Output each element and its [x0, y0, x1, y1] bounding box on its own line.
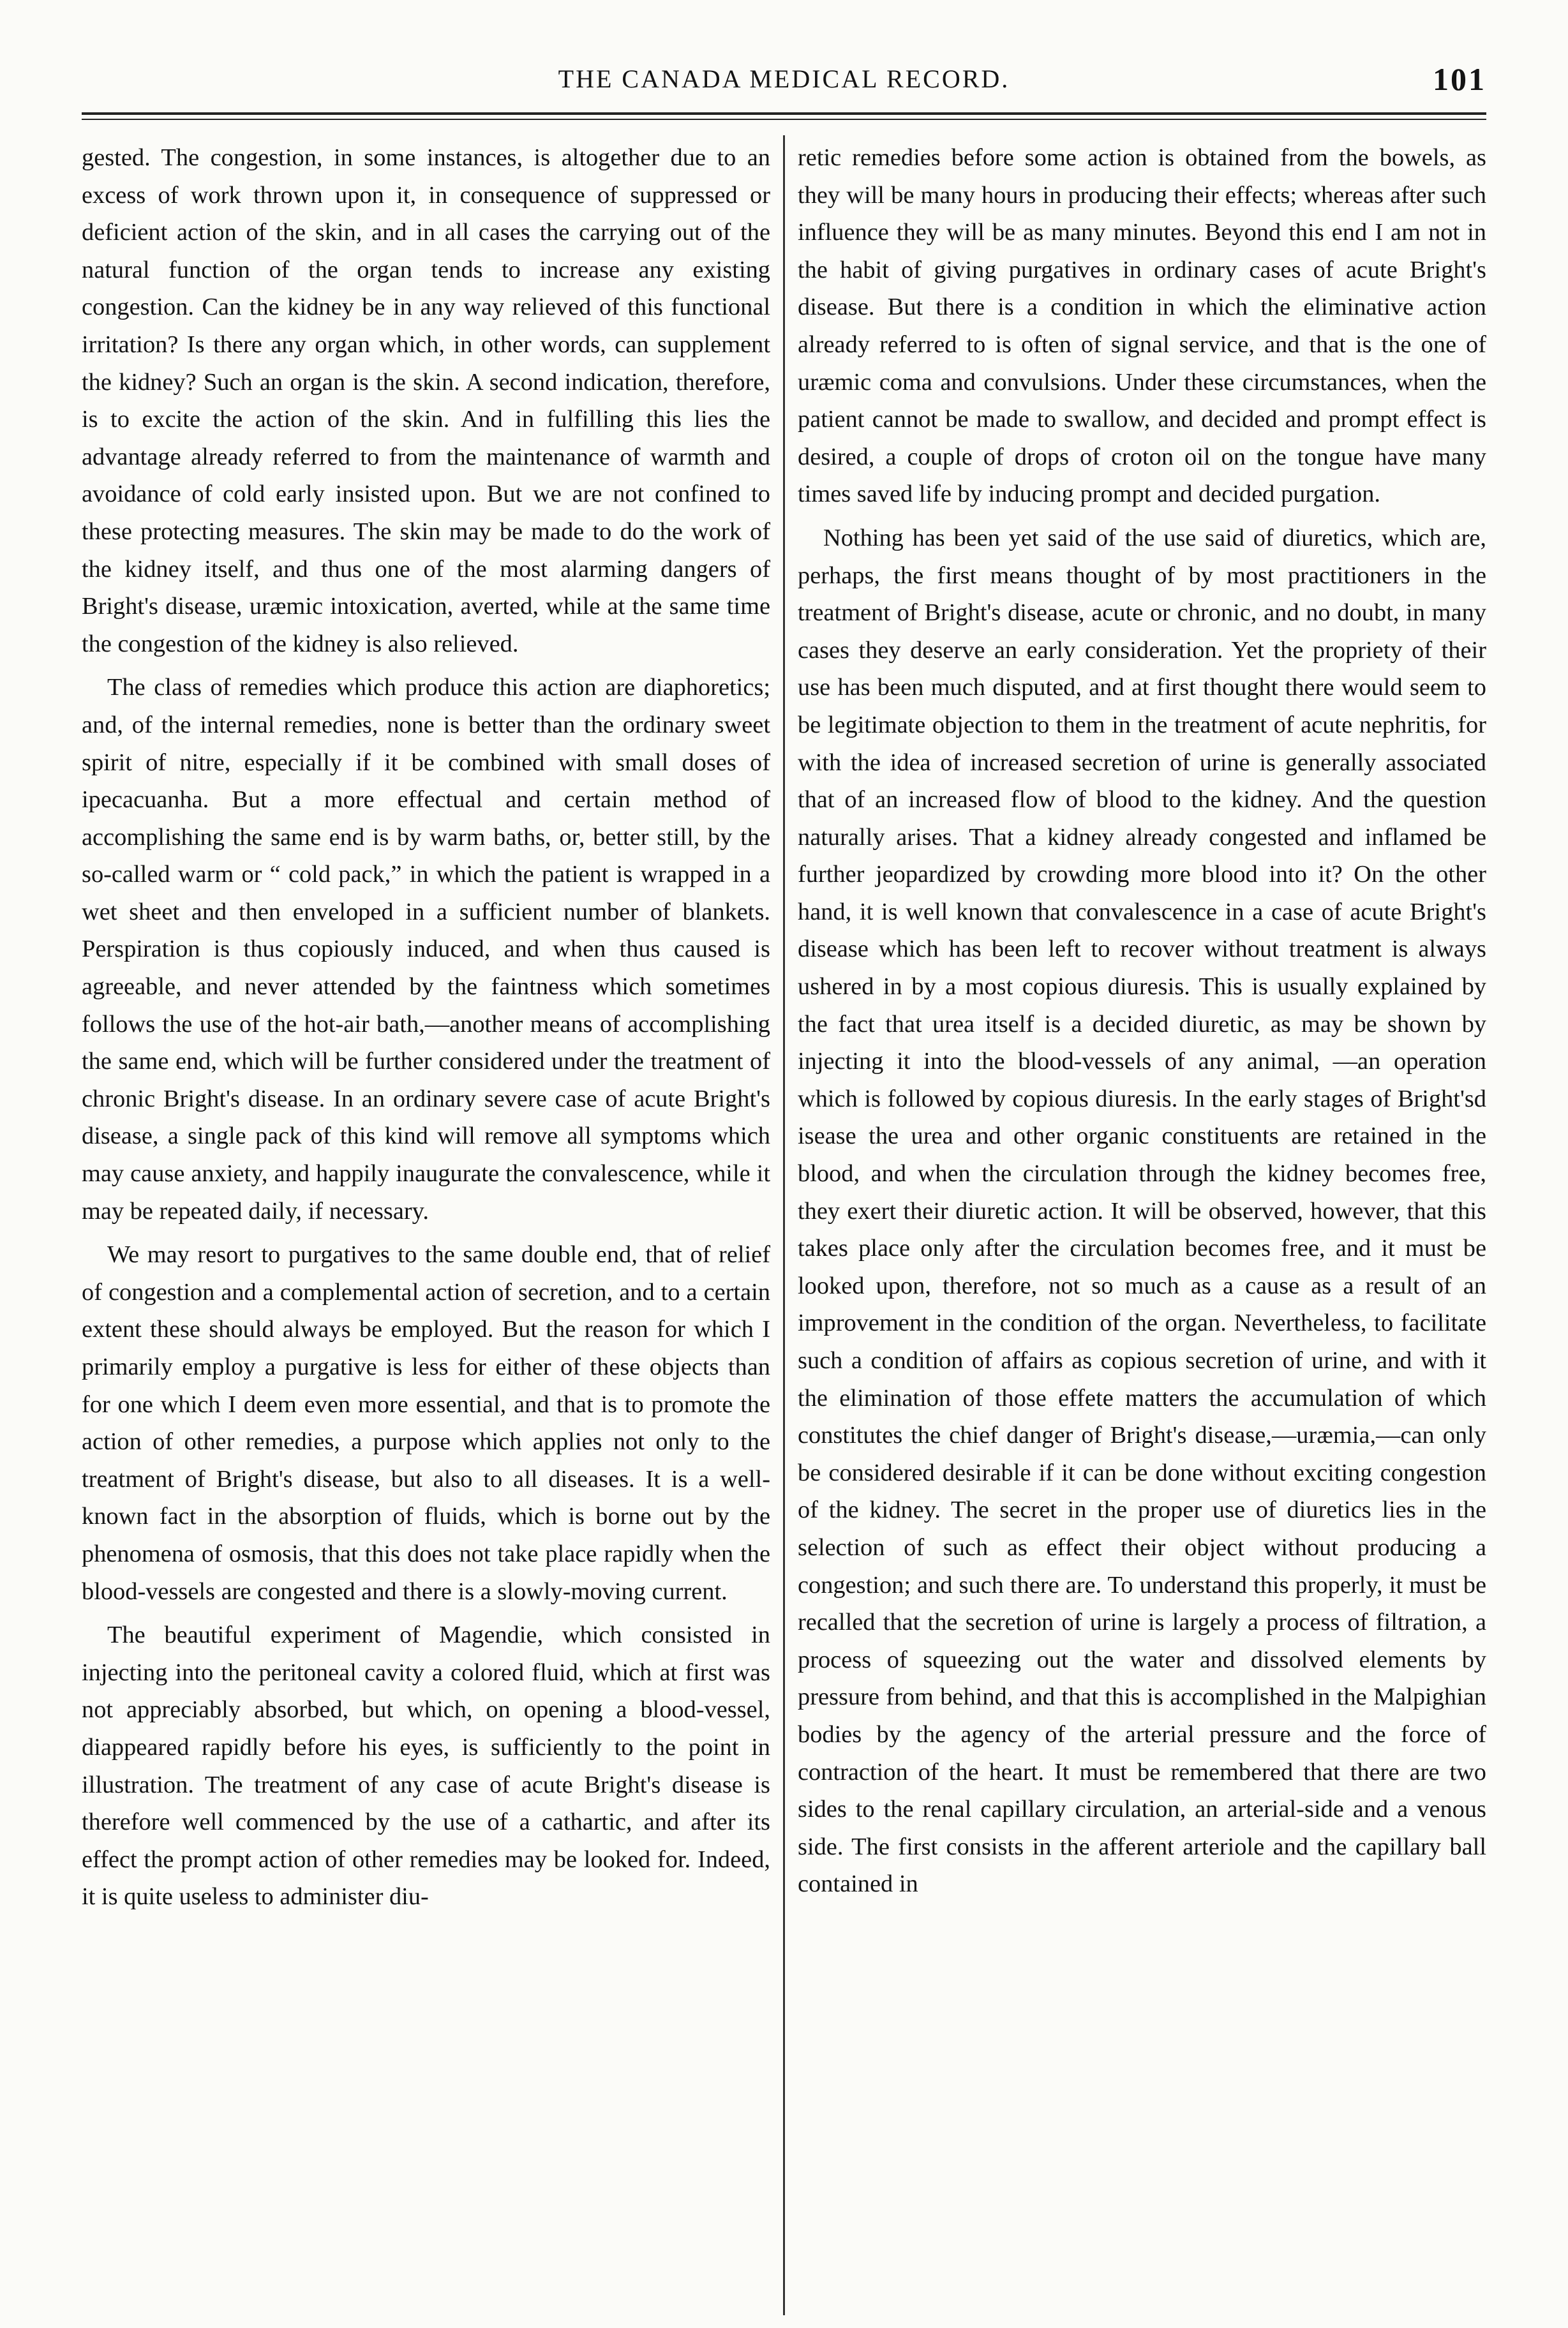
paragraph: The beautiful experiment of Magendie, which consisted in injecting into the peritoneal cavity a colored fluid, which at first was not appreciably absorbed, but which, on opening a blood-vessel, diappeared rapidly before his eyes, is sufficiently to the point in illustration. The treatment of any case of acute Bright's disease is therefore well commenced by the use of a cathartic, and after its effect the prompt action of other remedies may be looked for. Indeed, it is quite useless to administer diu-: [82, 1622, 770, 1911]
paragraph: gested. The congestion, in some instances, is altogether due to an excess of work thrown upon it, in consequence of suppressed or deficient action of the skin, and in all cases the carrying out of the natural function of the organ tends to increase any existing congestion. Can the kidney be in any way relieved of this functional irritation? Is there any organ which, in other words, can supplement the kidney? Such an organ is the skin. A second indication, therefore, is to excite the action of the skin. And in fulfilling this lies the advantage already referred to from the maintenance of warmth and avoidance of cold early insisted upon. But we are not confined to these protecting measures. The skin may be made to do the work of the kidney itself, and thus one of the most alarming dangers of Bright's disease, uræmic intoxication, averted, while at the same time the congestion of the kidney is also relieved.: [82, 144, 770, 657]
paragraph: retic remedies before some action is obtained from the bowels, as they will be many hours in producing their effects; whereas after such influence they will be as many minutes. Beyond this end I am not in the habit of giving purgatives in ordinary cases of acute Bright's disease. But there is a condition in which the eliminative action already referred to is often of signal service, and that is the one of uræmic coma and convulsions. Under these circumstances, when the patient cannot be made to swallow, and decided and prompt effect is desired, a couple of drops of croton oil on the tongue have many times saved life by inducing prompt and decided purgation.: [798, 144, 1486, 508]
right-column: [785, 139, 1486, 2315]
journal-title: THE CANADA MEDICAL RECORD.: [558, 64, 1010, 93]
paragraph: We may resort to purgatives to the same double end, that of relief of congestion and a complemental action of secretion, and to a certain extent these should always be employed. But the reason for which I primarily employ a purgative is less for either of these objects than for one which I deem even more essential, and that is to promote the action of other remedies, a purpose which applies not only to the treatment of Bright's disease, but also to all diseases. It is a well-known fact in the absorption of fluids, which is borne out by the phenomena of osmosis, that this does not take place rapidly when the blood-vessels are congested and there is a slowly-moving current.: [82, 1241, 770, 1605]
page-number: 101: [1433, 61, 1486, 97]
header-rule: [82, 112, 1486, 115]
left-column: [82, 139, 783, 2315]
header-rule-thin: [82, 119, 1486, 120]
running-header: [82, 56, 1486, 102]
text-columns: [82, 139, 1486, 2315]
paragraph: The class of remedies which produce this action are diaphoretics; and, of the internal remedies, none is better than the ordinary sweet spirit of nitre, especially if it be combined with small doses of ipecacuanha. But a more effectual and certain method of accomplishing the same end is by warm baths, or, better still, by the so-called warm or “ cold pack,” in which the patient is wrapped in a wet sheet and then enveloped in a sufficient number of blankets. Perspiration is thus copiously induced, and when thus caused is agreeable, and never attended by the faintness which sometimes follows the use of the hot-air bath,—another means of accomplishing the same end, which will be further considered under the treatment of chronic Bright's disease. In an ordinary severe case of acute Bright's disease, a single pack of this kind will remove all symptoms which may cause anxiety, and happily inaugurate the convalescence, while it may be repeated daily, if necessary.: [82, 674, 770, 1225]
paragraph: Nothing has been yet said of the use said of diuretics, which are, perhaps, the first means thought of by most practitioners in the treatment of Bright's disease, acute or chronic, and no doubt, in many cases they deserve an early consideration. Yet the propriety of their use has been much disputed, and at first thought there would seem to be legitimate objection to them in the treatment of acute nephritis, for with the idea of increased secretion of urine is generally associated that of an increased flow of blood to the kidney. And the question naturally arises. That a kidney already congested and inflamed be further jeopardized by crowding more blood into it? On the other hand, it is well known that convalescence in a case of acute Bright's disease which has been left to recover without treatment is always ushered in by a most copious diuresis. This is usually explained by the fact that urea itself is a decided diuretic, as may be shown by injecting it into the blood-vessels of any animal, —an operation which is followed by copious diuresis. In the early stages of Bright'sd isease the urea and other organic constituents are retained in the blood, and when the circulation through the kidney becomes free, they exert their diuretic action. It will be observed, however, that this takes place only after the circulation becomes free, and it must be looked upon, therefore, not so much as a cause as a result of an improvement in the condition of the organ. Nevertheless, to facilitate such a condition of affairs as copious secretion of urine, and with it the elimination of those effete matters the accumulation of which constitutes the chief danger of Bright's disease,—uræmia,—can only be considered desirable if it can be done without exciting congestion of the kidney. The secret in the proper use of diuretics lies in the selection of such as effect their object without producing a congestion; and such there are. To understand this properly, it must be recalled that the secretion of urine is largely a process of filtration, a process of squeezing out the water and dissolved elements by pressure from behind, and that this is accomplished in the Malpighian bodies by the agency of the arterial pressure and the force of contraction of the heart. It must be remembered that there are two sides to the renal capillary circulation, an arterial-side and a venous side. The first consists in the afferent arteriole and the capillary ball contained in: [798, 524, 1486, 1898]
